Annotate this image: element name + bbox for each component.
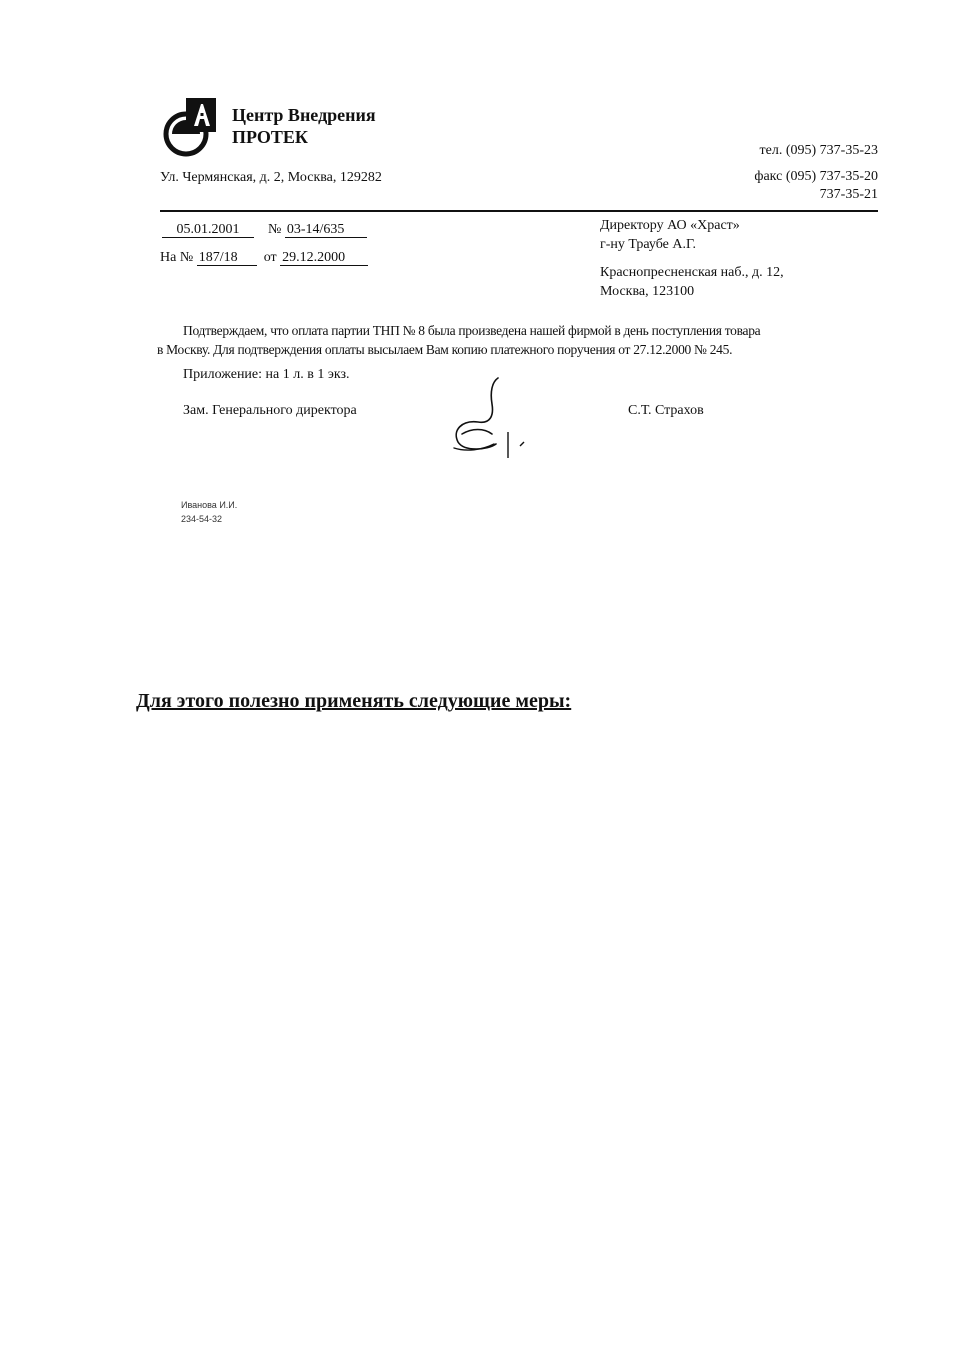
executor-name: Иванова И.И. [181, 500, 238, 510]
body-line-2: в Москву. Для подтверждения оплаты высылаем Вам копию платежного поручения от 27.12.2000 № 245. [157, 342, 733, 357]
company-fax: факс (095) 737-35-20 [754, 169, 878, 184]
company-phone: тел. (095) 737-35-23 [759, 143, 878, 158]
reply-number: 187/18 [197, 250, 257, 266]
attachment-note: Приложение: на 1 л. в 1 экз. [183, 367, 350, 382]
incoming-reference [160, 250, 368, 266]
executor-phone: 234-54-32 [181, 514, 223, 524]
handwritten-signature-icon [448, 374, 534, 464]
company-fax-extra: 737-35-21 [819, 187, 878, 202]
letterhead-divider [160, 210, 878, 212]
company-address: Ул. Чермянская, д. 2, Москва, 129282 [160, 170, 382, 185]
number-label: № [268, 222, 282, 237]
measures-heading: Для этого полезно применять следующие меры: [136, 690, 572, 712]
company-name: Центр Внедрения [232, 105, 376, 125]
signer-name: С.Т. Страхов [628, 403, 704, 418]
outgoing-reference [162, 222, 367, 238]
signer-role: Зам. Генерального директора [183, 403, 357, 418]
body-line-1: Подтверждаем, что оплата партии ТНП № 8 была произведена нашей фирмой в день поступления товара [183, 323, 761, 338]
company-logo-icon [162, 96, 218, 158]
letter-date: 05.01.2001 [162, 222, 254, 238]
reply-date: 29.12.2000 [280, 250, 368, 266]
reply-label: На № [160, 250, 194, 265]
company-name-line2: ПРОТЕК [232, 127, 308, 147]
addressee-street: Краснопресненская наб., д. 12, [600, 265, 784, 280]
addressee-name: г-ну Траубе А.Г. [600, 237, 697, 252]
from-label: от [263, 250, 277, 265]
addressee-title: Директору АО «Храст» [600, 218, 740, 233]
letter-body [157, 321, 887, 359]
letter-number: 03-14/635 [285, 222, 367, 238]
addressee-city: Москва, 123100 [600, 284, 695, 299]
